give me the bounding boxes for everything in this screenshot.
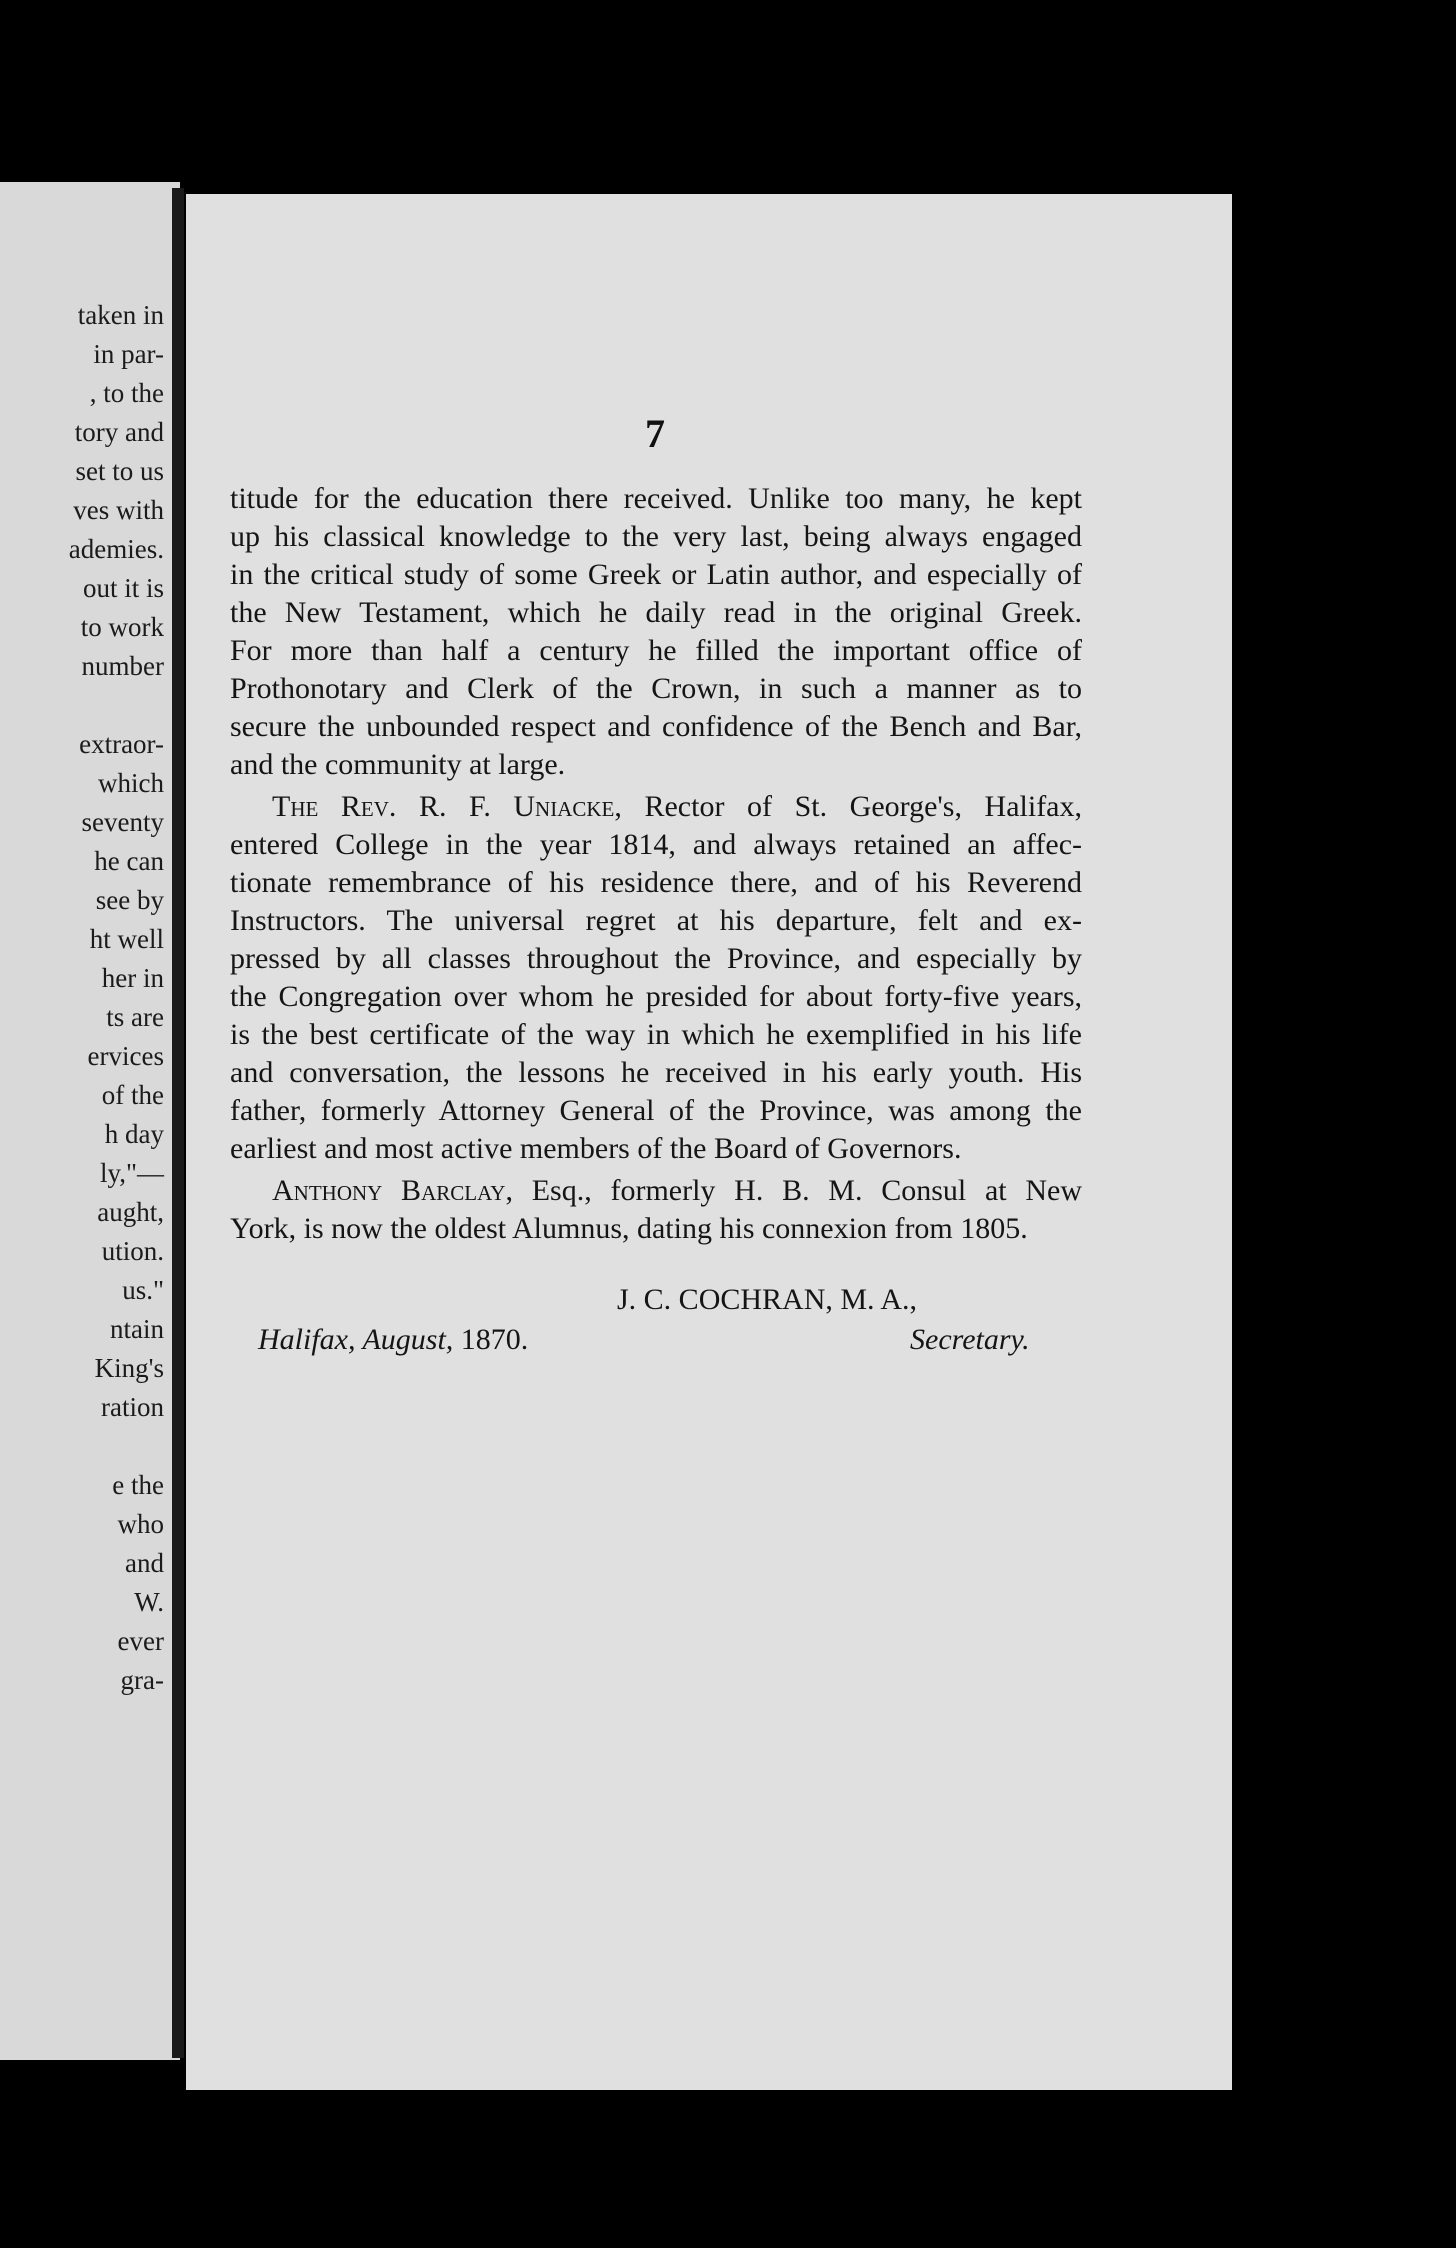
left-page-text-fragment: ever bbox=[117, 1626, 164, 1656]
left-page-text-fragment: ration bbox=[101, 1392, 164, 1422]
left-page-text-fragment: tory and bbox=[74, 417, 164, 447]
dateline-year: 1870. bbox=[453, 1323, 529, 1356]
text-line: the New Testament, which he daily read in the original Greek. bbox=[230, 596, 1082, 629]
person-name: The Rev. R. F. Uniacke, bbox=[272, 790, 622, 823]
signature-title: Secretary. bbox=[910, 1323, 1030, 1356]
text-line: entered College in the year 1814, and always retained an affec- bbox=[230, 828, 1082, 861]
left-page-text-fragment: ution. bbox=[101, 1236, 164, 1266]
text-line: up his classical knowledge to the very last, being always engaged bbox=[230, 520, 1082, 553]
left-page-text-fragment: , to the bbox=[89, 378, 164, 408]
text-line: tionate remembrance of his residence there, and of his Reverend bbox=[230, 866, 1082, 899]
left-page-text-fragment: taken in bbox=[77, 300, 164, 330]
text-line: and the community at large. bbox=[230, 748, 566, 781]
dateline bbox=[258, 1323, 528, 1357]
page-number: 7 bbox=[645, 411, 665, 456]
left-page-text-fragment: and bbox=[125, 1548, 164, 1578]
left-page-text-fragment: in par- bbox=[93, 339, 164, 369]
left-page-text-fragment: seventy bbox=[81, 807, 164, 837]
left-page-text-fragment: ly,"— bbox=[99, 1158, 164, 1188]
left-page-text-fragment: ervices bbox=[87, 1041, 164, 1071]
text-line: is the best certificate of the way in which he exemplified in his life bbox=[230, 1018, 1082, 1051]
left-page-fragment bbox=[0, 182, 180, 2060]
left-page-text-fragment: out it is bbox=[82, 573, 164, 603]
text-line: earliest and most active members of the Board of Governors. bbox=[230, 1132, 962, 1165]
book-binding-gutter bbox=[172, 188, 184, 2058]
left-page-text-fragment: ts are bbox=[106, 1002, 164, 1032]
paragraph-first-line bbox=[272, 788, 1082, 826]
left-page-text-fragment: ntain bbox=[110, 1314, 164, 1344]
text-line: For more than half a century he filled the important office of bbox=[230, 634, 1082, 667]
left-page-text-fragment: he can bbox=[94, 846, 164, 876]
left-page-text-fragment: of the bbox=[101, 1080, 164, 1110]
text-line: Prothonotary and Clerk of the Crown, in such a manner as to bbox=[230, 672, 1082, 705]
left-page-text-fragment: ademies. bbox=[68, 534, 164, 564]
text-line: York, is now the oldest Alumnus, dating his connexion from 1805. bbox=[230, 1212, 1028, 1245]
left-page-text-fragment: set to us bbox=[75, 456, 164, 486]
person-name: Anthony Barclay, bbox=[272, 1174, 513, 1207]
left-page-text-fragment: which bbox=[98, 768, 164, 798]
left-page-text-fragment: King's bbox=[94, 1353, 164, 1383]
signature-name: J. C. COCHRAN, M. A., bbox=[617, 1283, 918, 1316]
left-page-text-fragment: W. bbox=[134, 1587, 164, 1617]
paragraph-first-line bbox=[272, 1172, 1082, 1210]
left-page-text-fragment: aught, bbox=[97, 1197, 164, 1227]
text-line: secure the unbounded respect and confidence of the Bench and Bar, bbox=[230, 710, 1082, 743]
left-page-text-fragment: us." bbox=[122, 1275, 164, 1305]
text-span: Rector of St. George's, Halifax, bbox=[644, 790, 1083, 823]
left-page-text-fragment: who bbox=[117, 1509, 164, 1539]
left-page-text-fragment: number bbox=[81, 651, 164, 681]
text-line: and conversation, the lessons he received in his early youth. His bbox=[230, 1056, 1082, 1089]
text-line: in the critical study of some Greek or Latin author, and especially of bbox=[230, 558, 1082, 591]
text-line: pressed by all classes throughout the Province, and especially by bbox=[230, 942, 1082, 975]
left-page-text-fragment: gra- bbox=[120, 1665, 164, 1695]
left-page-text-fragment: e the bbox=[112, 1470, 164, 1500]
text-span: Esq., formerly H. B. M. Consul at New bbox=[531, 1174, 1083, 1207]
left-page-text-fragment: to work bbox=[80, 612, 164, 642]
left-page-text-fragment: h day bbox=[104, 1119, 164, 1149]
text-line: Instructors. The universal regret at his departure, felt and ex- bbox=[230, 904, 1082, 937]
left-page-text-fragment: ht well bbox=[89, 924, 164, 954]
text-line: the Congregation over whom he presided for about forty-five years, bbox=[230, 980, 1082, 1013]
text-line: titude for the education there received. Unlike too many, he kept bbox=[230, 482, 1082, 515]
left-page-text-fragment: her in bbox=[101, 963, 164, 993]
text-line: father, formerly Attorney General of the Province, was among the bbox=[230, 1094, 1082, 1127]
left-page-text-fragment: see by bbox=[95, 885, 164, 915]
left-page-text-fragment: ves with bbox=[73, 495, 164, 525]
left-page-text-fragment: extraor- bbox=[79, 729, 164, 759]
dateline-place: Halifax, August, bbox=[258, 1323, 454, 1356]
